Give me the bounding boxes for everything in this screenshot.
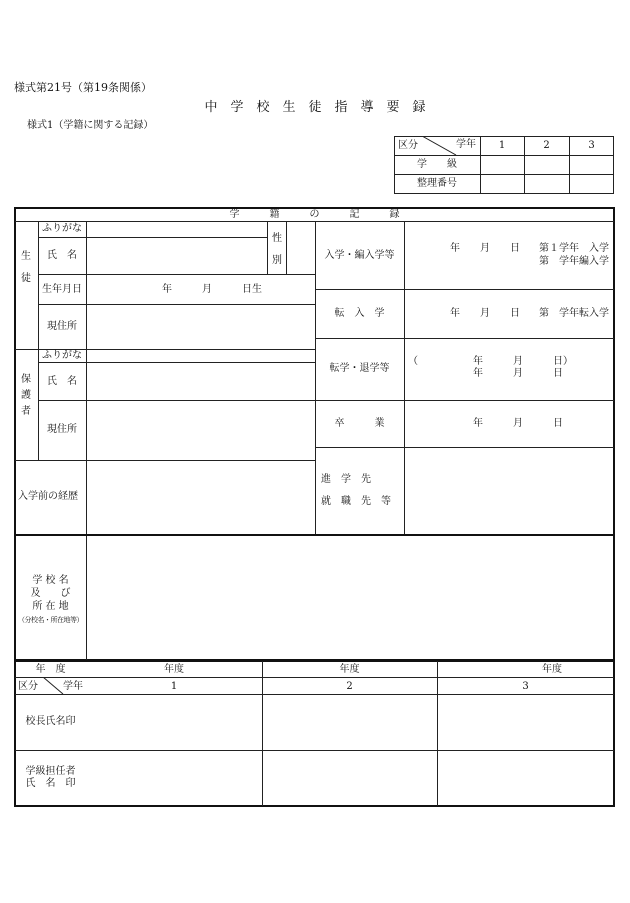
guardian-group-label: 保護者 — [21, 374, 31, 417]
year-col-3: 年度 — [542, 664, 562, 675]
transfer-out-label: 転学・退学等 — [329, 363, 390, 374]
student-name-label: 氏 名 — [47, 250, 77, 261]
student-address-label: 現住所 — [47, 321, 77, 332]
student-group-label: 生徒 — [21, 251, 31, 284]
year-col-1: 年度 — [164, 664, 184, 675]
destination-line2: 就 職 先 等 — [321, 496, 391, 507]
prior-history-label: 入学前の経歴 — [18, 491, 78, 502]
homeroom-teacher-line1: 学級担任者 — [25, 766, 76, 777]
guardian-address-label: 現住所 — [47, 424, 77, 435]
admission-date: 年 月 日 — [450, 243, 520, 254]
transfer-out-open-paren: （ — [408, 356, 418, 367]
transfer-out-date2: 年 月 日 — [473, 368, 563, 379]
guardian-furigana-label: ふりがな — [42, 350, 82, 361]
school-name-line2: 及 び — [30, 588, 71, 599]
principal-seal-label: 校長氏名印 — [25, 716, 76, 727]
form-number: 様式第21号（第19条関係） — [14, 81, 152, 94]
year-col-2: 年度 — [339, 664, 360, 675]
transfer-out-date1: 年 月 日） — [473, 356, 573, 367]
year-label: 年 度 — [35, 664, 66, 675]
grade-3-header: 3 — [588, 140, 595, 151]
form-subtitle: 様式1（学籍に関する記録） — [27, 120, 154, 131]
school-name-note: （分校名・所在地等） — [18, 616, 83, 624]
transfer-in-label: 転 入 学 — [334, 308, 385, 319]
signature-grade-1: 1 — [170, 681, 178, 692]
student-dob-value: 年 月 日生 — [162, 284, 262, 295]
admission-line2: 第 学年編入学 — [539, 256, 609, 267]
graduation-date: 年 月 日 — [473, 418, 563, 429]
signature-grade-2: 2 — [346, 681, 353, 692]
section-title: 学 籍 の 記 録 — [229, 209, 400, 220]
student-sex-label: 性別 — [272, 233, 282, 266]
grade-table-corner-right: 学年 — [456, 139, 476, 150]
registration-number-label: 整理番号 — [417, 178, 457, 189]
grade-2-header: 2 — [543, 140, 550, 151]
grade-table-corner-left: 区分 — [398, 140, 418, 151]
guardian-name-label: 氏 名 — [47, 376, 77, 387]
transfer-in-line: 第 学年転入学 — [539, 308, 609, 319]
grade-1-header: 1 — [498, 140, 506, 151]
signature-grade-3: 3 — [522, 681, 529, 692]
school-name-line1: 学 校 名 — [32, 575, 69, 586]
school-name-line3: 所 在 地 — [32, 601, 69, 612]
signature-corner-left: 区分 — [18, 681, 38, 692]
student-dob-label: 生年月日 — [42, 284, 82, 295]
destination-line1: 進 学 先 — [321, 474, 371, 485]
signature-corner-right: 学年 — [63, 681, 83, 692]
graduation-label: 卒 業 — [334, 418, 385, 429]
transfer-in-date: 年 月 日 — [450, 308, 520, 319]
homeroom-teacher-line2: 氏 名 印 — [25, 778, 76, 789]
admission-label: 入学・編入学等 — [324, 250, 395, 261]
student-furigana-label: ふりがな — [42, 223, 82, 234]
admission-line1: 第１学年 入学 — [539, 243, 609, 254]
class-row-label: 学 級 — [417, 159, 457, 170]
page-title: 中 学 校 生 徒 指 導 要 録 — [204, 100, 426, 115]
